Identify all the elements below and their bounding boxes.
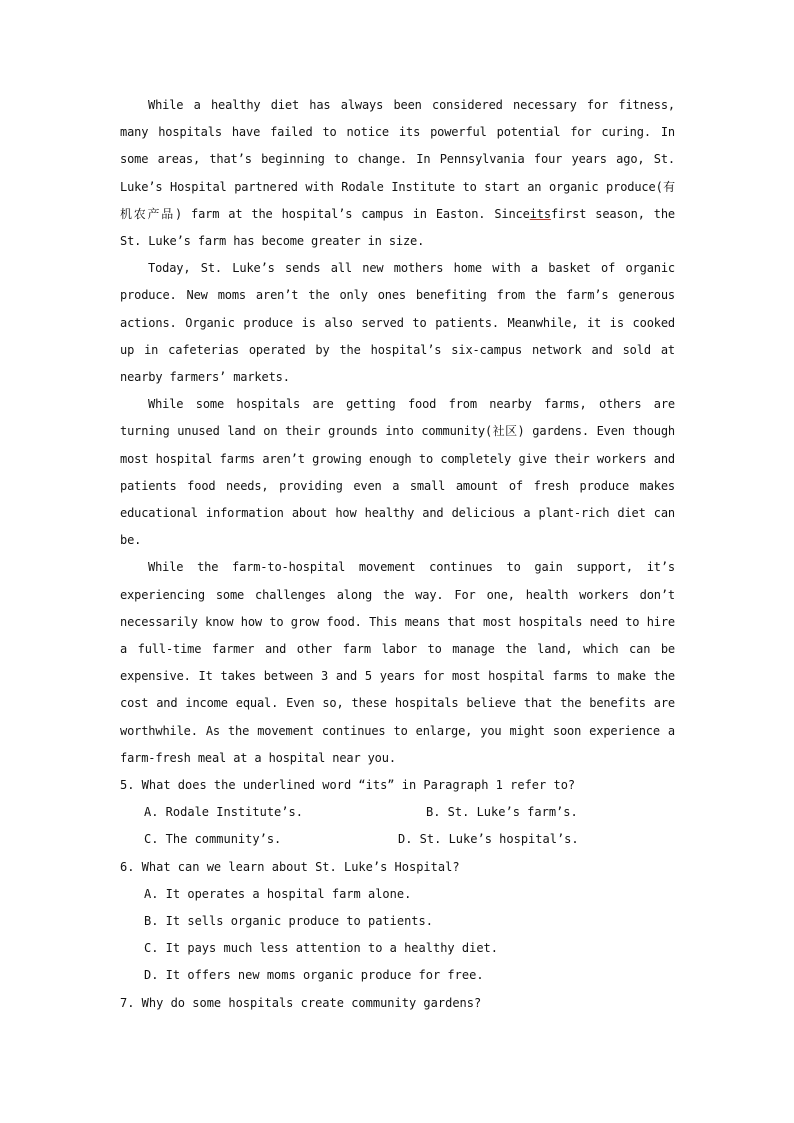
question-6-option-a: A. It operates a hospital farm alone. [144,886,412,901]
question-5-option-a: A. Rodale Institute’s. [144,805,303,820]
question-6-option-b: B. It sells organic produce to patients. [144,914,433,929]
question-7-stem: 7. Why do some hospitals create community gardens? [120,995,482,1010]
underlined-word-its: its [529,206,551,221]
paragraph-1-before: While a healthy diet has always been considered necessary for fitness, many hospitals have failed to notice its powerful potential for curing. In some areas, that’s beginning to change. In Pennsylvania four years ago, St. Luke’s Hospital partnered with Rodale Institute to start an organic produce(有机农产品) farm at the hospital’s campus in Easton. Since [120,98,675,221]
question-5-options-row-1 [120,799,675,826]
question-5-stem: 5. What does the underlined word “its” in Paragraph 1 refer to? [120,778,576,793]
question-5-option-d: D. St. Luke’s hospital’s. [398,832,579,847]
document-page [120,92,675,1017]
paragraph-2: Today, St. Luke’s sends all new mothers home with a basket of organic produce. New moms aren’t the only ones benefiting from the farm’s generous actions. Organic produce is also served to patients. Meanwhile, it is cooked up in cafeterias operated by the hospital’s six-campus network and sold at nearby farmers’ markets. [120,261,675,385]
paragraph-3: While some hospitals are getting food from nearby farms, others are turning unused land on their grounds into community(社区) gardens. Even though most hospital farms aren’t growing enough to completely give their workers and patients food needs, providing even a small amount of fresh produce makes educational information about how healthy and delicious a plant-rich diet can be. [120,397,675,548]
question-6-option-d: D. It offers new moms organic produce for free. [144,968,484,983]
paragraph-4: While the farm-to-hospital movement continues to gain support, it’s experiencing some challenges along the way. For one, health workers don’t necessarily know how to grow food. This means that most hospitals need to hire a full-time farmer and other farm labor to manage the land, which can be expensive. It takes between 3 and 5 years for most hospital farms to make the cost and income equal. Even so, these hospitals believe that the benefits are worthwhile. As the movement continues to enlarge, you might soon experience a farm-fresh meal at a hospital near you. [120,560,675,765]
question-5-options-row-2 [120,826,675,853]
question-6-stem: 6. What can we learn about St. Luke’s Hospital? [120,859,460,874]
question-5-option-b: B. St. Luke’s farm’s. [426,805,578,820]
question-6-option-c: C. It pays much less attention to a healthy diet. [144,941,499,956]
paragraph-1 [120,92,675,255]
paragraph-1-after: first season, the St. Luke’s farm has become greater in size. [120,206,675,249]
question-5-option-c: C. The community’s. [144,832,282,847]
